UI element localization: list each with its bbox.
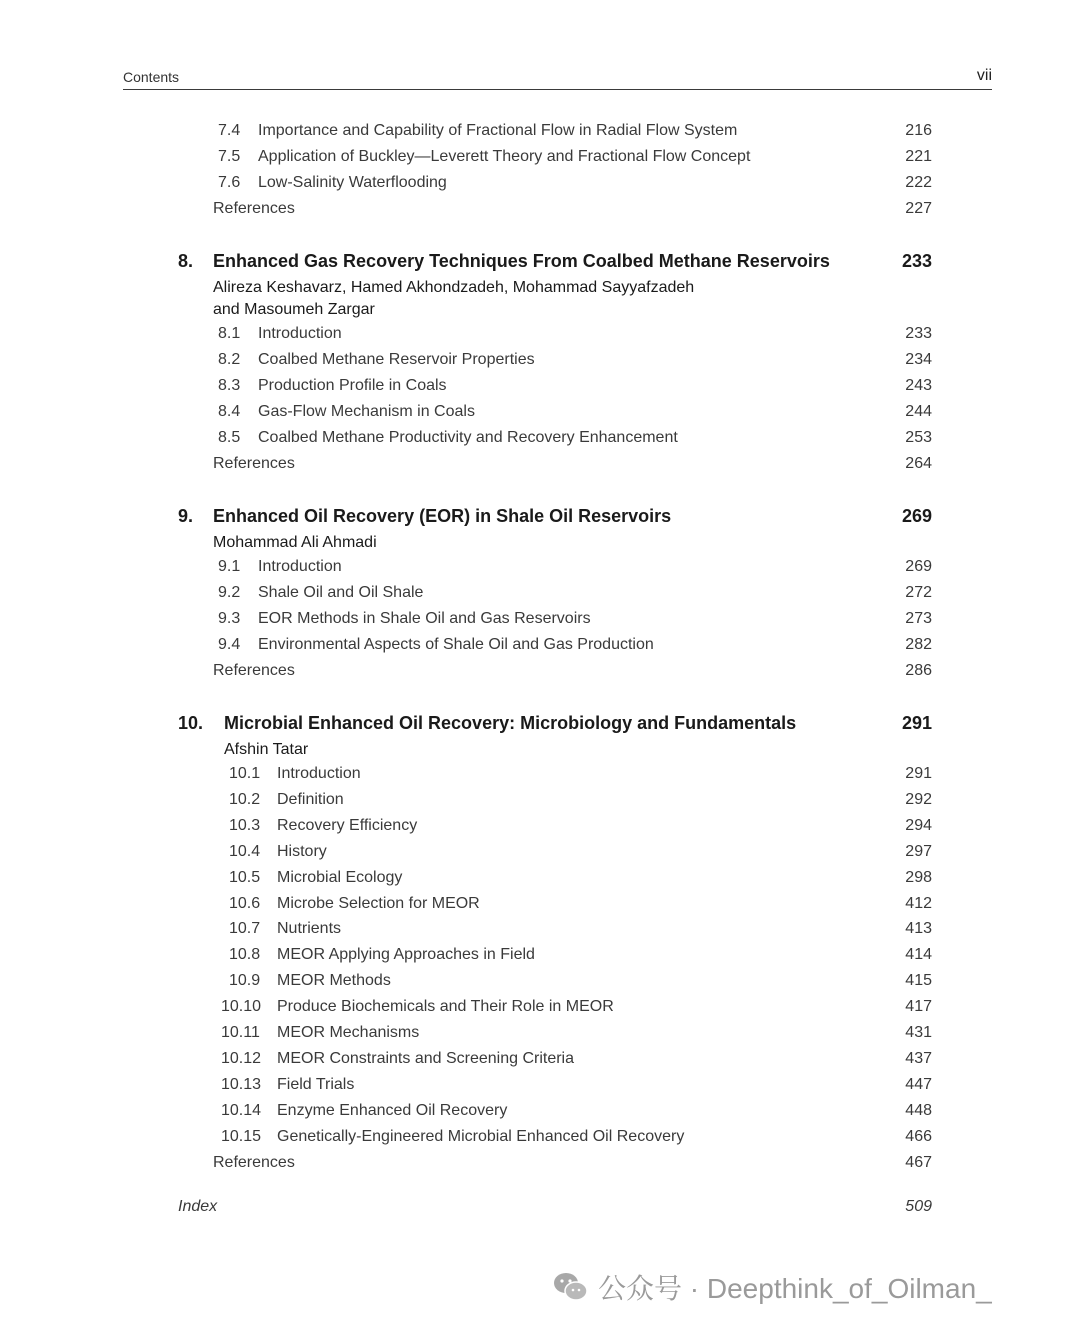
index-entry-label[interactable]: Index [178,1198,218,1215]
section-title[interactable]: Introduction [258,558,342,575]
chapter-page: 233 [901,251,932,271]
section-title[interactable]: Production Profile in Coals [258,377,447,394]
toc-section-row[interactable] [0,918,1080,940]
section-number: 10.8 [229,946,261,963]
section-title[interactable]: Nutrients [277,920,342,937]
section-number: 9.4 [218,636,241,653]
references-row[interactable] [0,660,1080,682]
section-title[interactable]: EOR Methods in Shale Oil and Gas Reservoirs [258,610,591,627]
toc-section-row[interactable] [0,970,1080,992]
chapter-authors: Alireza Keshavarz, Hamed Akhondzadeh, Mohammad Sayyafzadeh [213,279,695,296]
section-page: 448 [905,1102,932,1119]
section-title[interactable]: MEOR Constraints and Screening Criteria [277,1050,575,1067]
section-page: 273 [905,610,932,627]
section-page: 414 [905,946,932,963]
running-head-title: Contents [123,69,180,85]
toc-section-row[interactable] [0,1126,1080,1148]
toc-section-row[interactable] [0,146,1080,168]
section-title[interactable]: MEOR Methods [277,972,391,989]
header-rule [123,89,992,90]
toc-section-row[interactable] [0,582,1080,604]
section-page: 269 [905,558,932,575]
section-page: 415 [905,972,932,989]
section-number: 10.7 [229,920,261,937]
section-number: 10.11 [221,1024,260,1041]
section-number: 10.3 [229,817,261,834]
section-page: 216 [905,122,932,139]
wechat-icon [552,1271,588,1303]
section-page: 294 [905,817,932,834]
section-title[interactable]: Application of Buckley—Leverett Theory and Fractional Flow Concept [258,148,751,165]
references-page: 264 [905,455,932,472]
chapter-number: 8. [178,251,194,271]
section-title[interactable]: Coalbed Methane Productivity and Recovery Enhancement [258,429,678,446]
references-row[interactable] [0,453,1080,475]
section-page: 292 [905,791,932,808]
toc-section-row[interactable] [0,1100,1080,1122]
section-number: 10.13 [221,1076,262,1093]
section-page: 234 [905,351,932,368]
section-page: 412 [905,895,932,912]
toc-section-row[interactable] [0,608,1080,630]
section-title[interactable]: Genetically-Engineered Microbial Enhanced Oil Recovery [277,1128,685,1145]
chapter-title[interactable]: Enhanced Oil Recovery (EOR) in Shale Oil Reservoirs [213,506,672,526]
chapter-page: 269 [901,506,932,526]
section-title[interactable]: Microbe Selection for MEOR [277,895,480,912]
toc-section-row[interactable] [0,996,1080,1018]
section-number: 8.3 [218,377,241,394]
section-title[interactable]: Importance and Capability of Fractional Flow in Radial Flow System [258,122,738,139]
watermark [552,1266,992,1308]
references-label[interactable]: References [213,662,295,679]
references-label[interactable]: References [213,1154,295,1171]
section-page: 431 [905,1024,932,1041]
section-number: 10.6 [229,895,261,912]
section-number: 7.5 [218,148,241,165]
section-title[interactable]: Introduction [277,765,361,782]
section-title[interactable]: History [277,843,327,860]
section-page: 466 [905,1128,932,1145]
references-page: 286 [905,662,932,679]
references-row[interactable] [0,198,1080,220]
toc-section-row[interactable] [0,1074,1080,1096]
section-title[interactable]: Gas-Flow Mechanism in Coals [258,403,475,420]
references-row[interactable] [0,1152,1080,1174]
section-page: 417 [905,998,932,1015]
references-label[interactable]: References [213,455,295,472]
section-number: 10.1 [229,765,261,782]
toc-section-row[interactable] [0,323,1080,345]
section-page: 447 [905,1076,932,1093]
toc-section-row[interactable] [0,375,1080,397]
section-number: 10.15 [221,1128,262,1145]
references-label[interactable]: References [213,200,295,217]
section-page: 233 [905,325,932,342]
section-number: 10.5 [229,869,261,886]
section-number: 10.2 [229,791,261,808]
section-title[interactable]: Definition [277,791,344,808]
section-number: 10.12 [221,1050,262,1067]
chapter-title[interactable]: Microbial Enhanced Oil Recovery: Microbiology and Fundamentals [224,713,797,733]
section-page: 297 [905,843,932,860]
section-title[interactable]: Coalbed Methane Reservoir Properties [258,351,535,368]
section-number: 10.9 [229,972,261,989]
section-number: 9.2 [218,584,241,601]
section-title[interactable]: Shale Oil and Oil Shale [258,584,424,601]
toc-section-row[interactable] [0,841,1080,863]
watermark-text: 公众号 · Deepthink_of_Oilman_ [598,1273,992,1304]
section-page: 243 [905,377,932,394]
section-title[interactable]: Environmental Aspects of Shale Oil and Gas Production [258,636,654,653]
toc-section-row[interactable] [0,789,1080,811]
toc-section-row[interactable] [0,120,1080,142]
section-title[interactable]: Microbial Ecology [277,869,403,886]
toc-section-row[interactable] [0,867,1080,889]
section-title[interactable]: Recovery Efficiency [277,817,418,834]
toc-section-row[interactable] [0,556,1080,578]
section-title[interactable]: Field Trials [277,1076,355,1093]
section-number: 9.1 [218,558,241,575]
section-title[interactable]: MEOR Applying Approaches in Field [277,946,535,963]
section-number: 8.2 [218,351,241,368]
toc-section-row[interactable] [0,763,1080,785]
section-number: 10.14 [221,1102,262,1119]
section-title[interactable]: Produce Biochemicals and Their Role in MEOR [277,998,614,1015]
section-page: 222 [905,174,932,191]
index-entry-page: 509 [905,1198,932,1215]
toc-section-row[interactable] [0,349,1080,371]
chapter-authors-continued: and Masoumeh Zargar [213,301,375,318]
section-page: 253 [905,429,932,446]
chapter-authors: Afshin Tatar [224,741,309,758]
section-number: 10.4 [229,843,261,860]
toc-section-row[interactable] [0,893,1080,915]
toc-section-row[interactable] [0,427,1080,449]
section-page: 291 [905,765,932,782]
section-page: 272 [905,584,932,601]
toc-section-row[interactable] [0,172,1080,194]
references-page: 467 [905,1154,932,1171]
chapter-title[interactable]: Enhanced Gas Recovery Techniques From Coalbed Methane Reservoirs [213,251,830,271]
section-title[interactable]: Low-Salinity Waterflooding [258,174,447,191]
section-title[interactable]: MEOR Mechanisms [277,1024,420,1041]
section-page: 298 [905,869,932,886]
section-number: 10.10 [221,998,262,1015]
section-number: 8.1 [218,325,241,342]
chapter-heading[interactable] [0,248,1080,274]
toc-section-row[interactable] [0,401,1080,423]
chapter-authors: Mohammad Ali Ahmadi [213,534,377,551]
chapter-page: 291 [901,713,932,733]
chapter-number: 10. [178,713,204,733]
section-number: 7.4 [218,122,241,139]
references-page: 227 [905,200,932,217]
section-number: 7.6 [218,174,241,191]
section-page: 282 [905,636,932,653]
section-page: 437 [905,1050,932,1067]
page-number: vii [976,67,992,84]
toc-section-row[interactable] [0,634,1080,656]
section-number: 8.4 [218,403,241,420]
toc-section-row[interactable] [0,1048,1080,1070]
section-title[interactable]: Enzyme Enhanced Oil Recovery [277,1102,508,1119]
section-page: 413 [905,920,932,937]
chapter-heading[interactable] [0,503,1080,529]
section-page: 221 [905,148,932,165]
toc-section-row[interactable] [0,944,1080,966]
chapter-heading[interactable] [0,710,1080,736]
chapter-number: 9. [178,506,194,526]
section-number: 9.3 [218,610,241,627]
toc-section-row[interactable] [0,815,1080,837]
section-title[interactable]: Introduction [258,325,342,342]
section-number: 8.5 [218,429,241,446]
section-page: 244 [905,403,932,420]
toc-section-row[interactable] [0,1022,1080,1044]
